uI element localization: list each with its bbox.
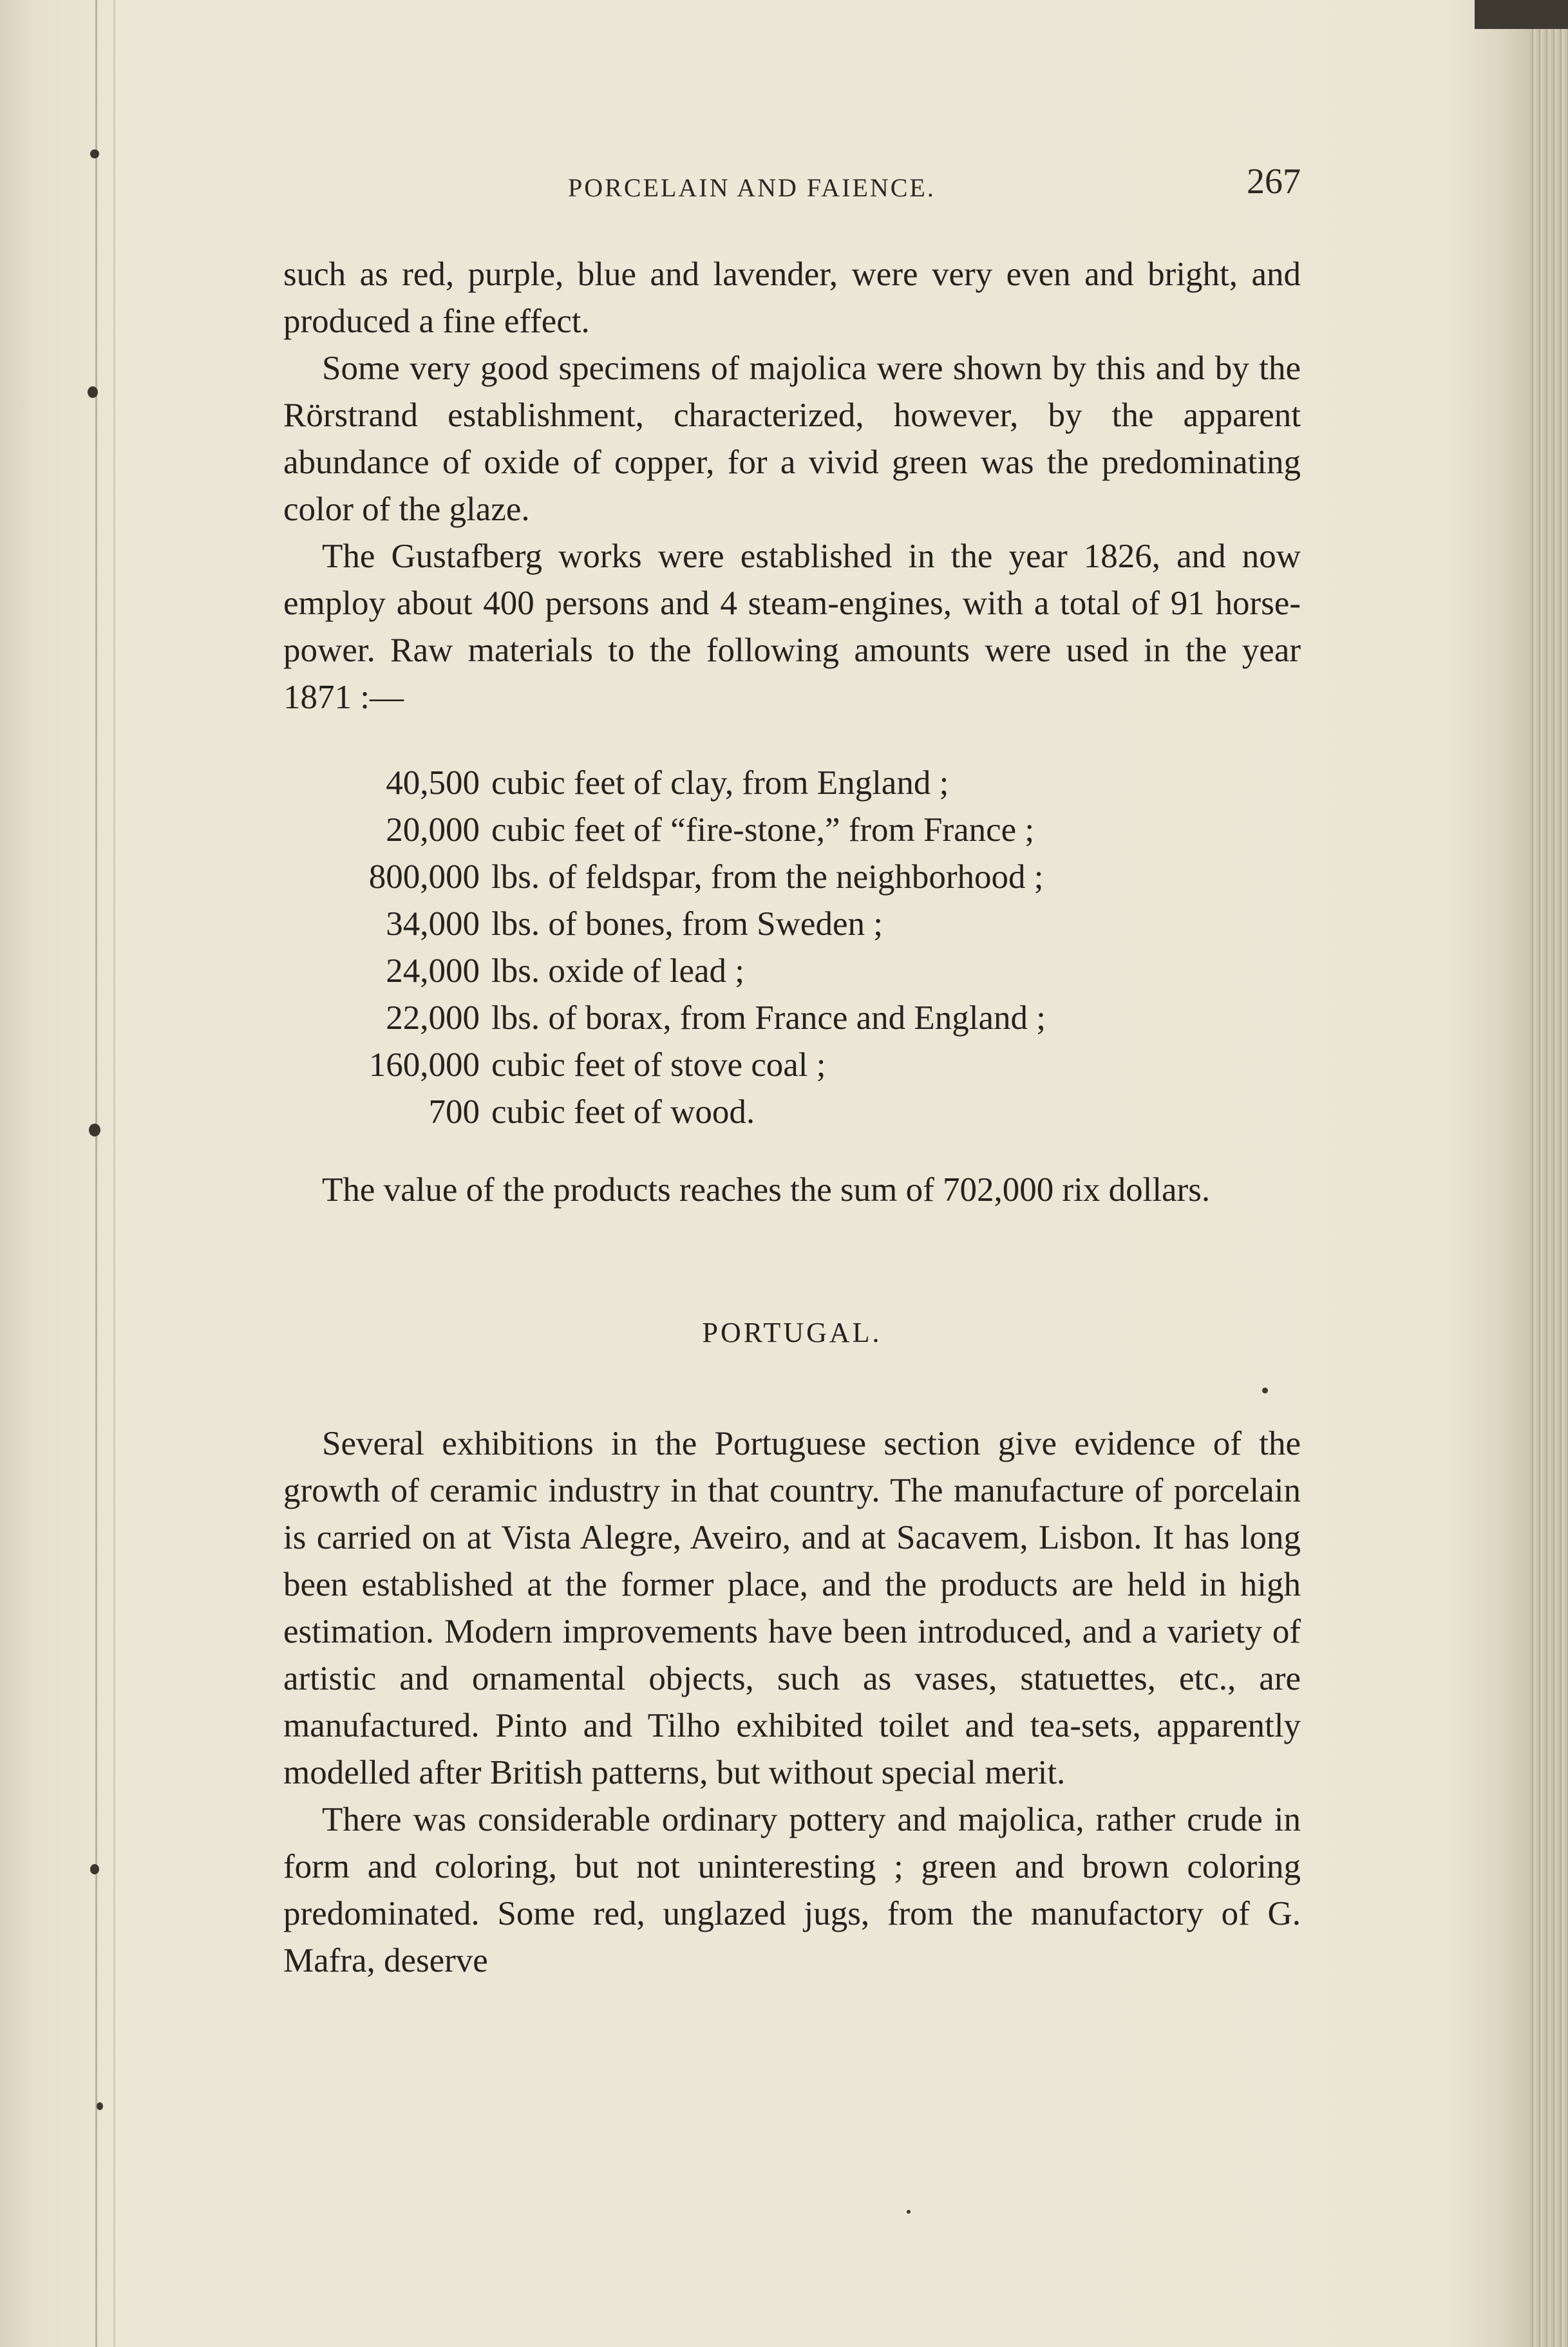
material-description: lbs. of bones, from Sweden ; [491, 905, 883, 943]
binding-gutter-line [95, 0, 97, 2347]
material-quantity: 800,000 [368, 858, 480, 896]
materials-list-item [283, 760, 1301, 807]
material-quantity: 160,000 [368, 1046, 480, 1084]
material-quantity: 24,000 [386, 952, 480, 990]
material-quantity: 20,000 [386, 811, 480, 849]
paragraph: Several exhibitions in the Portuguese section give evidence of the growth of ceramic industry in that country. The manufacture of porcelain is carried on at Vista Alegre, Aveiro, and at Sacavem, Lisbon. It has long been established at the former place, and the products are held in high estimation. Modern improvements have been introduced, and a variety of artistic and ornamental objects, such as vases, statuettes, etc., are manufactured. Pinto and Tilho exhibited toilet and tea-sets, apparently modelled after British patterns, but without special merit. [283, 1425, 1301, 1791]
material-quantity: 40,500 [386, 764, 480, 802]
materials-list-item [283, 901, 1301, 948]
page-header [283, 161, 1301, 212]
page-stack-edge [1529, 0, 1568, 2347]
materials-list-item [283, 948, 1301, 995]
speck [88, 386, 98, 398]
binding-gutter-line-inner [113, 0, 115, 2347]
material-description: cubic feet of “fire-stone,” from France ; [491, 811, 1035, 849]
material-description: lbs. oxide of lead ; [491, 952, 744, 990]
materials-list [283, 760, 1301, 1136]
material-description: cubic feet of clay, from England ; [491, 764, 949, 802]
page-number: 267 [1247, 162, 1301, 202]
paragraph: The Gustafberg works were established in the year 1826, and now employ about 400 persons and 4 steam-engines, with a total of 91 horse-power. Raw materials to the following amounts were used in the year 1871 :— [283, 538, 1301, 716]
paragraph: The value of the products reaches the sum of 702,000 rix dollars. [322, 1171, 1211, 1209]
paragraph: There was considerable ordinary pottery and majolica, rather crude in form and coloring, but not uninteresting ; green and brown coloring predominated. Some red, unglazed jugs, from the manufactory of G. Mafra, deserve [283, 1801, 1301, 1979]
material-quantity: 22,000 [386, 999, 480, 1037]
section-heading: PORTUGAL. [702, 1317, 882, 1348]
material-description: lbs. of feldspar, from the neighborhood ; [491, 858, 1044, 896]
running-title: PORCELAIN AND FAIENCE. [568, 173, 936, 202]
speck [97, 2102, 103, 2110]
materials-list-item [283, 807, 1301, 854]
cover-edge [1475, 0, 1568, 29]
materials-list-item [283, 1042, 1301, 1089]
speck [89, 1124, 100, 1136]
material-description: cubic feet of stove coal ; [491, 1046, 826, 1084]
material-quantity: 700 [428, 1093, 480, 1131]
materials-list-item [283, 995, 1301, 1042]
material-description: cubic feet of wood. [491, 1093, 755, 1131]
speck [907, 2210, 911, 2214]
page-body [283, 251, 1301, 1984]
materials-list-item [283, 854, 1301, 901]
materials-list-item [283, 1089, 1301, 1136]
paragraph: such as red, purple, blue and lavender, were very even and bright, and produced a fine effect. [283, 256, 1301, 340]
speck [90, 149, 99, 158]
material-quantity: 34,000 [386, 905, 480, 943]
material-description: lbs. of borax, from France and England ; [491, 999, 1046, 1037]
paragraph: Some very good specimens of majolica were shown by this and by the Rörstrand establishment, characterized, however, by the apparent abundance of oxide of copper, for a vivid green was the predominating color of the glaze. [283, 350, 1301, 528]
speck [90, 1864, 99, 1874]
